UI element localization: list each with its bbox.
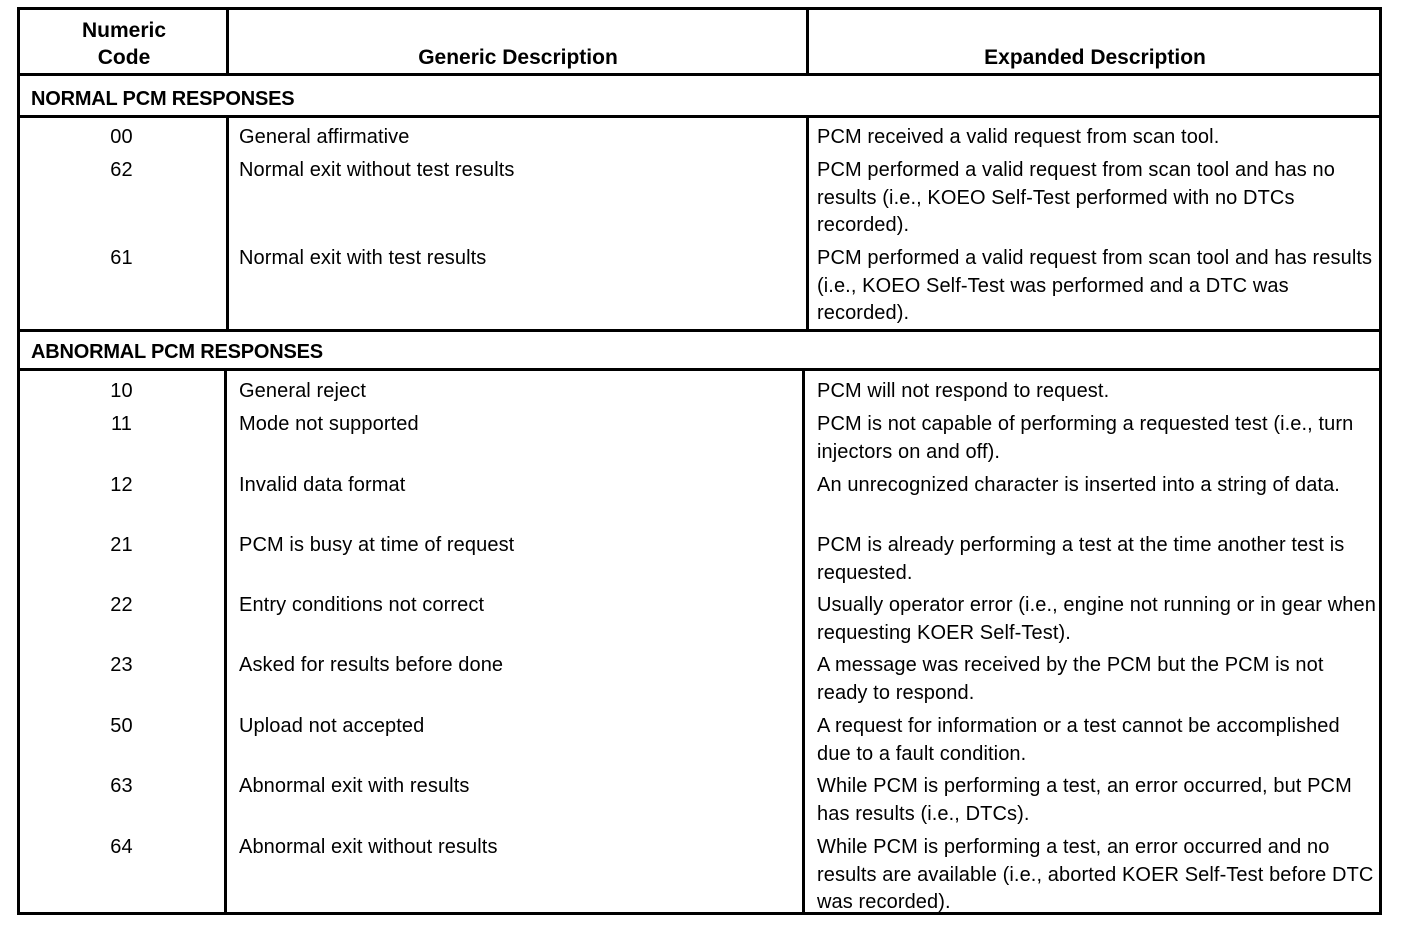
row-code: 64: [110, 836, 133, 858]
row-expanded: An unrecognized character is inserted into a string of data.: [817, 474, 1340, 496]
row-generic: Entry conditions not correct: [239, 594, 485, 616]
row-generic: Mode not supported: [239, 413, 419, 435]
row-expanded: PCM will not respond to request.: [817, 380, 1110, 402]
row-generic: PCM is busy at time of request: [239, 534, 515, 556]
row-expanded: PCM performed a valid request from scan tool and has no results (i.e., KOEO Self-Test performed with no DTCs recorded).: [817, 159, 1335, 236]
header-numeric-code: [20, 17, 228, 71]
divider: [226, 10, 229, 74]
row-generic: General affirmative: [239, 126, 410, 148]
divider: [226, 115, 229, 330]
row-code: 10: [110, 380, 133, 402]
divider: [20, 329, 1379, 332]
row-code: 63: [110, 775, 133, 797]
row-generic: Normal exit with test results: [239, 247, 487, 269]
header-expanded-description: Expanded Description: [984, 46, 1206, 69]
divider: [806, 10, 809, 74]
divider: [802, 368, 805, 915]
row-code: 61: [110, 247, 133, 269]
header-numeric-code-line1: Numeric: [81, 19, 167, 42]
row-generic: Abnormal exit with results: [239, 775, 470, 797]
row-code: 12: [110, 474, 133, 496]
row-expanded: A request for information or a test cannot be accomplished due to a fault condition.: [817, 715, 1340, 765]
row-code: 00: [110, 126, 133, 148]
row-expanded: A message was received by the PCM but the PCM is not ready to respond.: [817, 654, 1324, 704]
row-generic: Asked for results before done: [239, 654, 504, 676]
section-title-abnormal: ABNORMAL PCM RESPONSES: [31, 341, 323, 363]
header-numeric-code-line2: Code: [97, 46, 151, 69]
pcm-response-table: [17, 7, 1382, 915]
section-title-normal: NORMAL PCM RESPONSES: [31, 88, 295, 110]
divider: [20, 73, 1379, 76]
divider: [20, 115, 1379, 118]
row-generic: General reject: [239, 380, 367, 402]
row-code: 21: [110, 534, 133, 556]
header-generic-description: Generic Description: [418, 46, 618, 69]
row-generic: Normal exit without test results: [239, 159, 515, 181]
row-code: 23: [110, 654, 133, 676]
row-generic: Upload not accepted: [239, 715, 425, 737]
row-expanded: PCM received a valid request from scan tool.: [817, 126, 1220, 148]
row-expanded: PCM is already performing a test at the time another test is requested.: [817, 534, 1345, 584]
row-generic: Invalid data format: [239, 474, 406, 496]
row-code: 62: [110, 159, 133, 181]
row-expanded: Usually operator error (i.e., engine not running or in gear when requesting KOER Self-Test).: [817, 594, 1376, 644]
row-generic: Abnormal exit without results: [239, 836, 498, 858]
row-expanded: While PCM is performing a test, an error occurred and no results are available (i.e., aborted KOER Self-Test before DTC was recorded).: [817, 836, 1374, 913]
row-code: 22: [110, 594, 133, 616]
divider: [224, 368, 227, 915]
row-expanded: PCM is not capable of performing a requested test (i.e., turn injectors on and off).: [817, 413, 1354, 463]
row-code: 50: [110, 715, 133, 737]
row-expanded: PCM performed a valid request from scan tool and has results (i.e., KOEO Self-Test was performed and a DTC was recorded).: [817, 247, 1373, 324]
row-code: 11: [111, 413, 132, 435]
row-expanded: While PCM is performing a test, an error occurred, but PCM has results (i.e., DTCs).: [817, 775, 1352, 825]
